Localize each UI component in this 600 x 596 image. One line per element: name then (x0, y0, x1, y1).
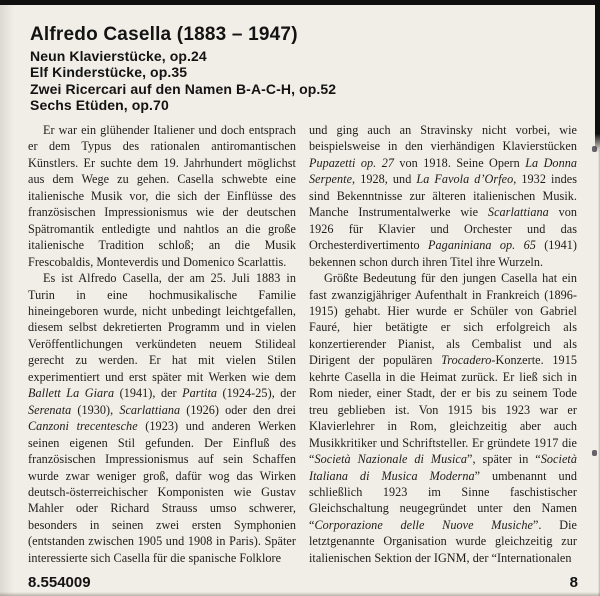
work-list (30, 48, 570, 113)
staple-mark (592, 146, 597, 152)
page-left-shading (0, 5, 14, 596)
page-title: Alfredo Casella (1883 – 1947) (30, 24, 298, 45)
paragraph: und ging auch an Stravinsky nicht vorbei, wie beispielsweise in den vierhändigen Klavierstücken Pupazetti op. 27 von 1918. Seine Opern La Donna Serpente, 1928, und La Favola d’Orfeo, 1932 indes sind Bekenntnisse zur älteren italienischen Musik. Manche Instrumentalwerke wie Scarlattiana von 1926 für Klavier und Orchester und das Orchesterdivertimento Paganiniana op. 65 (1941) bekennen schon durch ihren Titel ihre Wurzeln. (309, 123, 578, 269)
staple-mark (592, 450, 597, 456)
work-item: Sechs Etüden, op.70 (30, 96, 169, 113)
work-item: Zwei Ricercari auf den Namen B-A-C-H, op.52 (30, 80, 337, 97)
column-left (28, 122, 296, 566)
work-item: Elf Kinderstücke, op.35 (30, 64, 188, 81)
page-bottom-shading (0, 592, 600, 596)
page-number: 8 (569, 574, 578, 591)
footer (28, 574, 578, 591)
paragraph: Er war ein glühender Italiener und doch entsprach er dem Typus des rationalen antiromantischen Künstlers. Er suchte dem 19. Jahrhundert möglichst aus dem Wege zu gehen. Casella schwebte eine italienische Musik vor, die sich der Einflüsse des französischen Impressionismus wie der deutschen Spätromantik entledigte und nahtlos an die große italienische Tradition schloß; an die Musik Frescobaldis, Monteverdis und Domenico Scarlattis. (28, 123, 296, 269)
paragraph: Größte Bedeutung für den jungen Casella hat ein fast zwanzigjähriger Aufenthalt in Frankreich (1896-1915) gehabt. Hier wurde er Schüler von Gabriel Fauré, hier betätigte er sich erfolgreich als konzertierender Pianist, als Cembalist und als Dirigent der populären Trocadero-Konzerte. 1915 kehrte Casella in die Heimat zurück. Er ließ sich in Rom nieder, einer Stadt, der er bis zu seinem Tode treu geblieben ist. Von 1915 bis 1923 war er Klavierlehrer in Rom, gleichzeitig aber auch Musikkritiker und Schriftsteller. Er gründete 1917 die “Società Nazionale di Musica”, später in “Società Italiana di Musica Moderna” umbenannt und schließlich 1923 im Sinne faschistischer Gleichschaltung neugegründet unter den Namen “Corporazione delle Nuove Musiche”. Die letztgenannte Organisation wurde gleichzeitig zur italienischen Sektion der IGNM, der “Internationalen (309, 271, 577, 565)
catalog-number: 8.554009 (28, 574, 91, 591)
work-item: Neun Klavierstücke, op.24 (30, 48, 207, 64)
column-right (309, 122, 577, 566)
paragraph: Es ist Alfredo Casella, der am 25. Juli 1883 in Turin in eine hochmusikalische Familie hineingeboren wurde, nicht unbedingt leichtgefallen, diesem selbst dekretierten Programm und in vielen Veröffentlichungen verkündeten neuem Stilideal gerecht zu werden. Er hat mit vielen Stilen experimentiert und erst später mit Werken wie dem Ballett La Giara (1941), der Partita (1924-25), der Serenata (1930), Scarlattiana (1926) oder den drei Canzoni trecentesche (1923) und anderen Werken seinen eigenen Stil gefunden. Der Einfluß des französischen Impressionismus auf sein Schaffen wurde zwar weniger groß, dafür wog das Wirken deutsch-österreichischer Komponisten wie Gustav Mahler oder Richard Strauss umso schwerer, besonders in seinen zwei ersten Symphonien (entstanden zwischen 1905 und 1908 in Paris). Später interessierte sich Casella für die spanische Folklore (28, 271, 296, 565)
body-columns (28, 122, 577, 566)
scan-edge-right (595, 0, 600, 152)
header (30, 23, 570, 113)
scan-edge-top (0, 0, 600, 5)
